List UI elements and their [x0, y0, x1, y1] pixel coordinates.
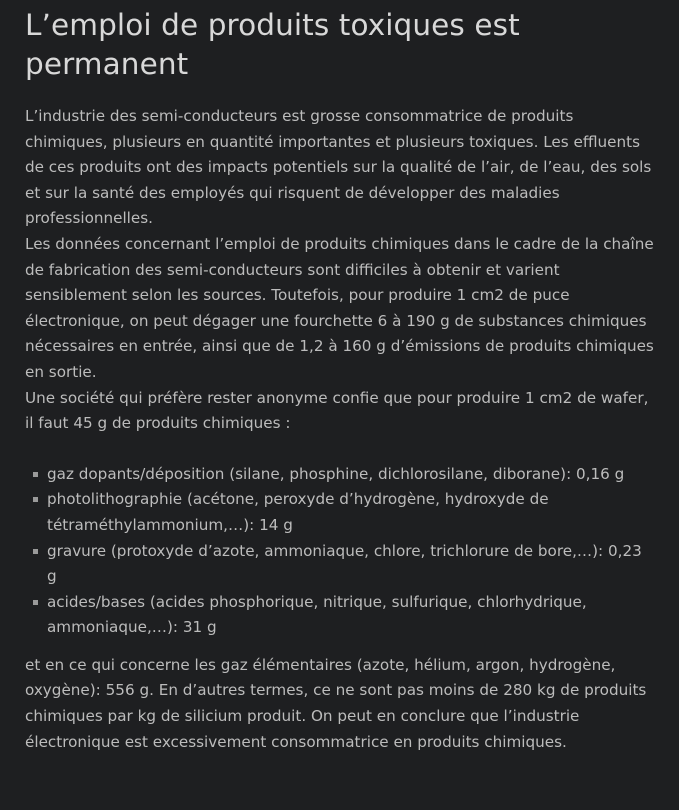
paragraph-anonymous-company: Une société qui préfère rester anonyme confie que pour produire 1 cm2 de wafer, il faut 45 g de produits chimiques :: [25, 388, 649, 433]
spacer: [25, 437, 655, 462]
article-title: L’emploi de produits toxiques est permanent: [25, 8, 520, 81]
list-item: [47, 539, 655, 590]
chemicals-list: [25, 462, 655, 641]
paragraph-data-sources: Les données concernant l’emploi de produits chimiques dans le cadre de la chaîne de fabrication des semi-conducteurs sont difficiles à obtenir et varient sensiblement selon les sources. Toutefois, pour produire 1 cm2 de puce électronique, on peut dégager une fourchette 6 à 190 g de substances chimiques nécessaires en entrée, ainsi que de 1,2 à 160 g d’émissions de produits chimiques en sortie.: [25, 234, 654, 381]
list-item-text: gravure (protoxyde d’azote, ammoniaque, chlore, trichlorure de bore,…): 0,23 g: [47, 541, 642, 586]
list-item: [47, 487, 655, 538]
list-item: [47, 462, 655, 488]
list-item: [47, 590, 655, 641]
bullet-square-icon: [33, 497, 38, 502]
paragraph-intro: L’industrie des semi-conducteurs est grosse consommatrice de produits chimiques, plusieurs en quantité importantes et plusieurs toxiques. Les effluents de ces produits ont des impacts potentiels sur la qualité de l’air, de l’eau, des sols et sur la santé des employés qui risquent de développer des maladies professionnelles.: [25, 107, 652, 228]
list-item-text: photolithographie (acétone, peroxyde d’hydrogène, hydroxyde de tétraméthylammonium,…): 14 g: [47, 490, 549, 534]
bullet-square-icon: [33, 549, 38, 554]
bullet-square-icon: [33, 600, 38, 605]
list-item-text: acides/bases (acides phosphorique, nitrique, sulfurique, chlorhydrique, ammoniaque,…): 31 g: [47, 592, 587, 637]
list-item-text: gaz dopants/déposition (silane, phosphine, dichlorosilane, diborane): 0,16 g: [47, 464, 625, 483]
paragraph-conclusion: et en ce qui concerne les gaz élémentaires (azote, hélium, argon, hydrogène, oxygène): 556 g. En d’autres termes, ce ne sont pas moins de 280 kg de produits chimiques par kg de silicium produit. On peut en conclure que l’industrie électronique est excessivement consommatrice en produits chimiques.: [25, 655, 647, 751]
bullet-square-icon: [33, 472, 38, 477]
